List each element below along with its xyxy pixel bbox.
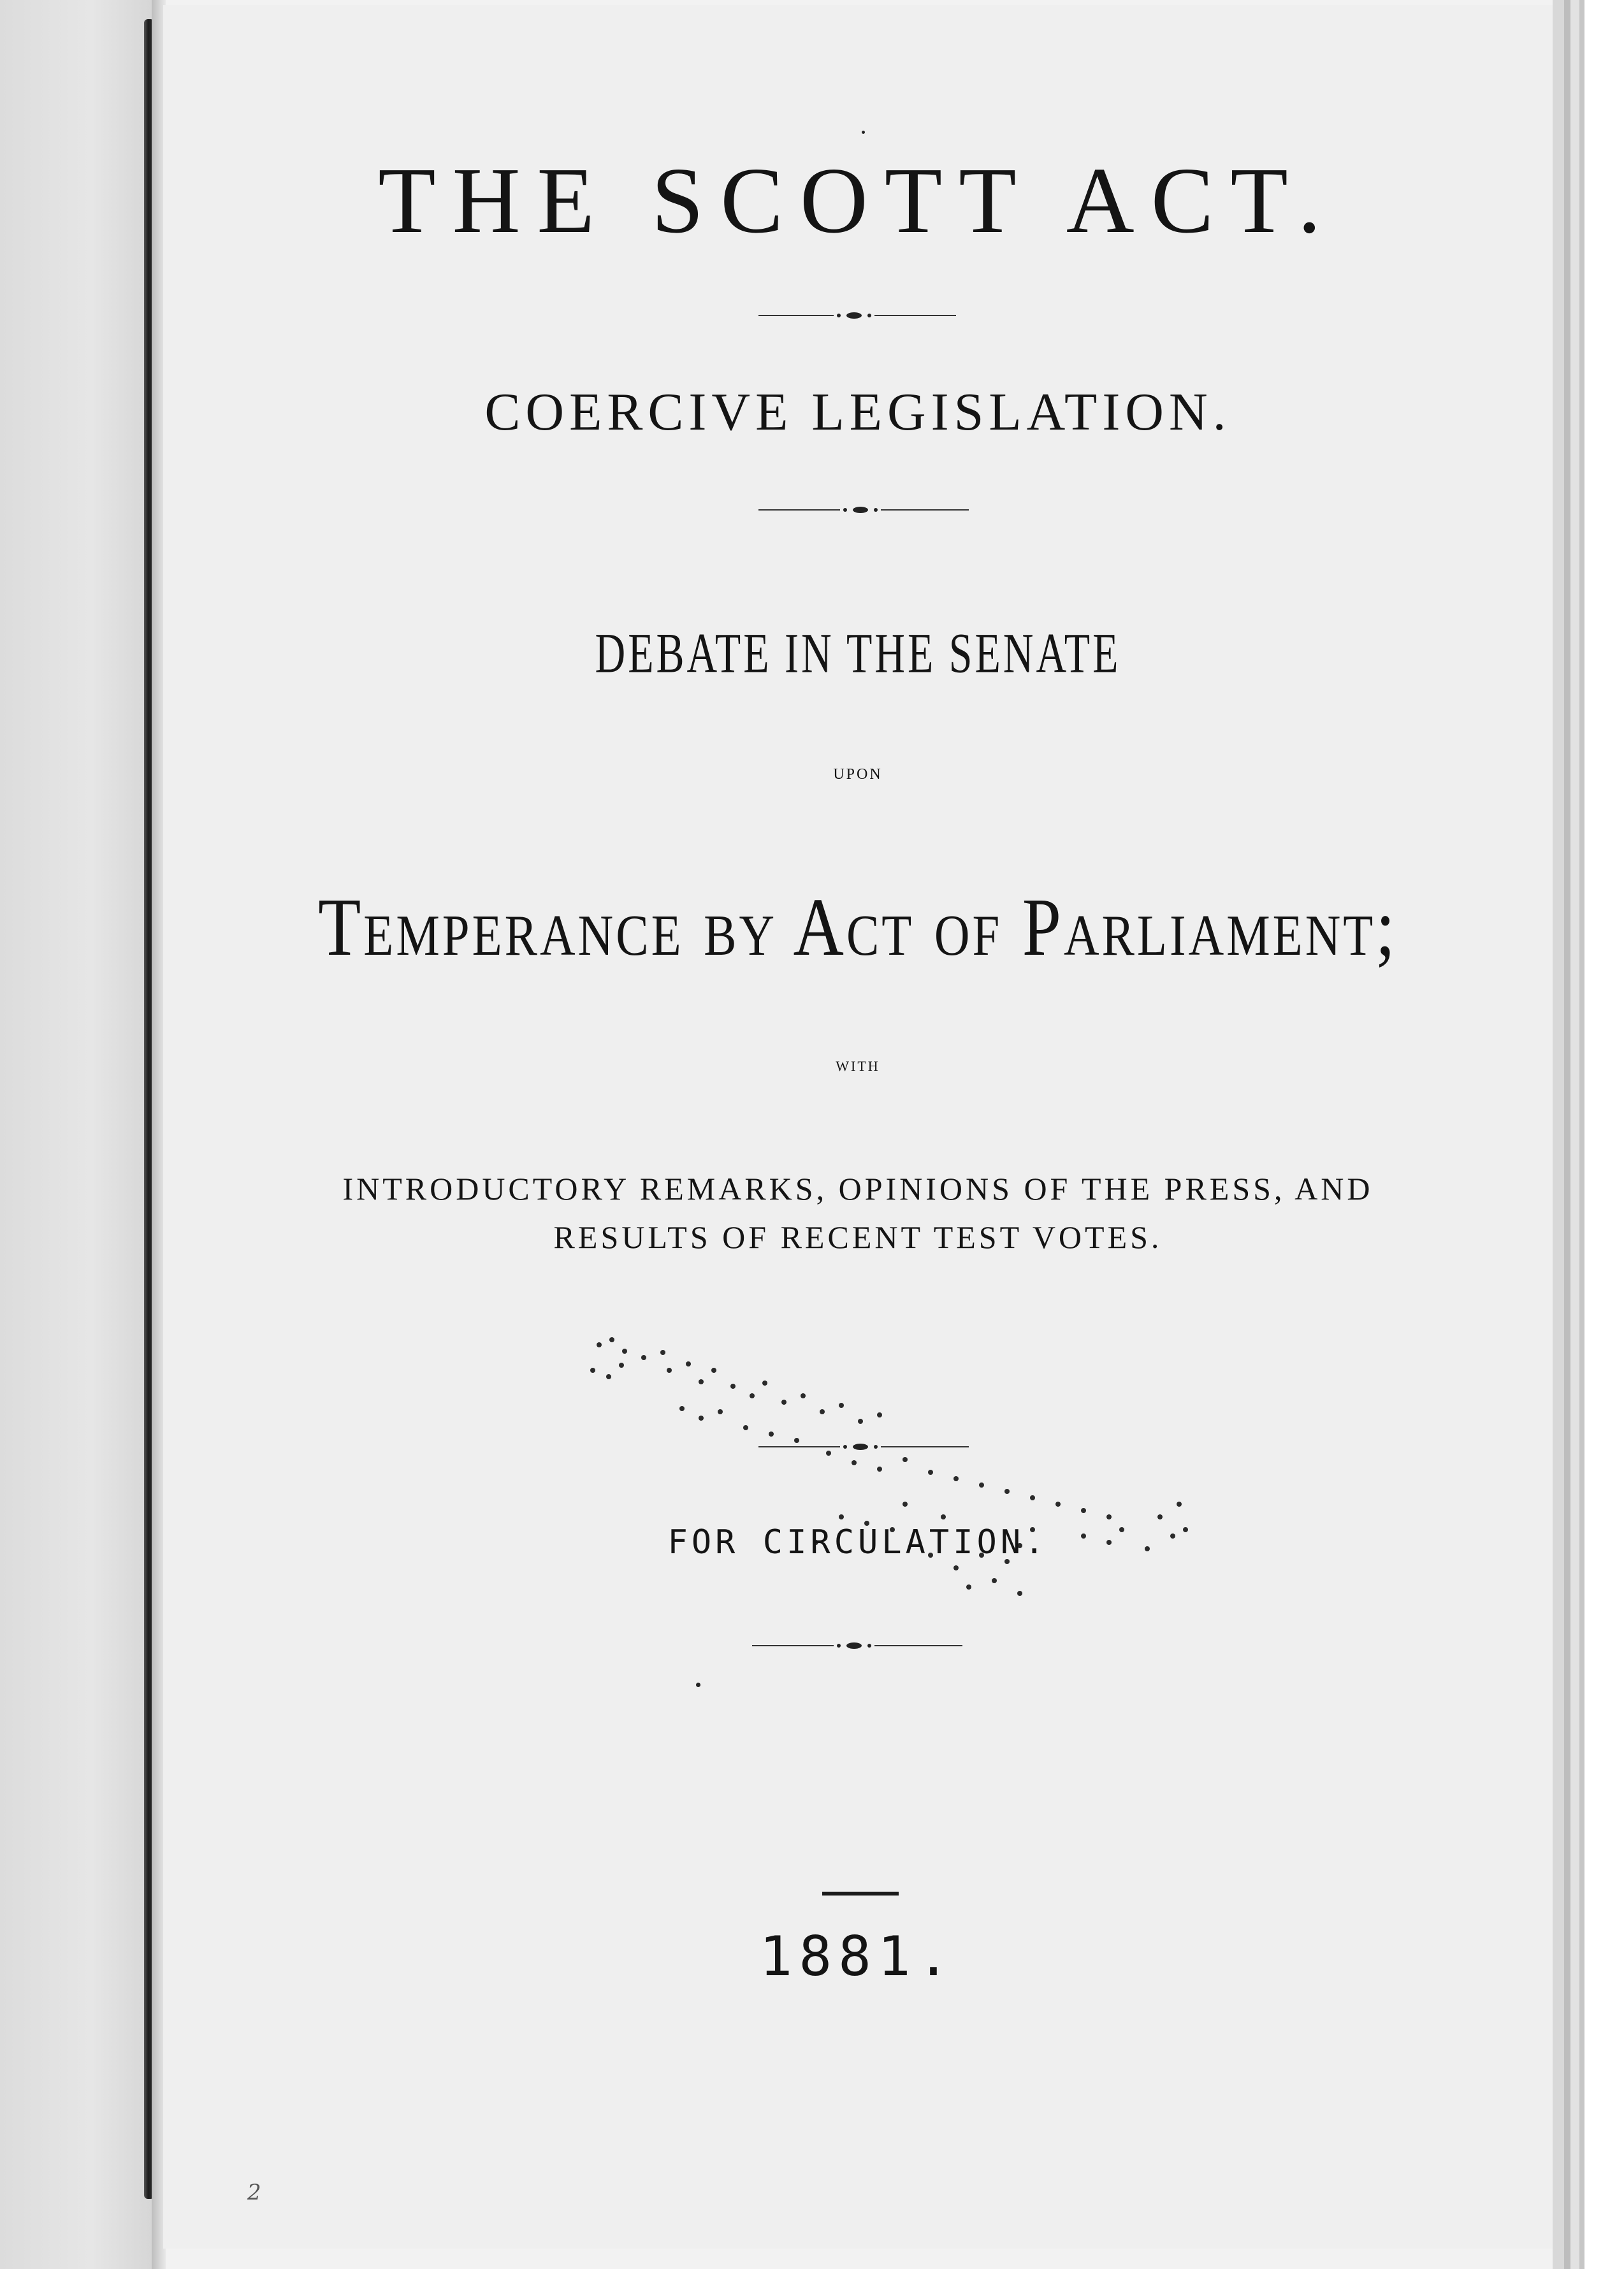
ornamental-divider: [758, 504, 969, 516]
ornamental-divider: [752, 1639, 962, 1652]
page-edge: [1564, 0, 1570, 2269]
ornamental-divider: [758, 309, 956, 322]
subtitle: COERCIVE LEGISLATION.: [484, 382, 1231, 442]
page-edge: [1579, 0, 1584, 2269]
debate-heading: DEBATE IN THE SENATE: [595, 622, 1121, 685]
page-margin: [1584, 0, 1624, 2269]
upon-text: UPON: [833, 766, 883, 783]
handwritten-page-mark: 2: [247, 2180, 261, 2205]
ink-speck: [696, 1683, 700, 1687]
main-title: Temperance by Act of Parliament;: [318, 881, 1398, 973]
title-page: [163, 5, 1553, 2249]
page-edge: [1553, 0, 1564, 2269]
description-line-2: RESULTS OF RECENT TEST VOTES.: [553, 1219, 1163, 1255]
left-page-strip: [0, 0, 152, 2269]
publication-year: 1881.: [759, 1925, 957, 1989]
circulation-note: FOR CIRCULATION.: [667, 1523, 1048, 1562]
page-title: THE SCOTT ACT.: [378, 149, 1338, 253]
description-line-1: INTRODUCTORY REMARKS, OPINIONS OF THE PRESS, AND: [342, 1171, 1374, 1207]
page-edge: [1570, 0, 1579, 2269]
year-rule: [822, 1892, 899, 1896]
perforated-stamp: [574, 1326, 1211, 1606]
ink-speck: [862, 131, 865, 134]
with-text: WITH: [836, 1058, 880, 1074]
